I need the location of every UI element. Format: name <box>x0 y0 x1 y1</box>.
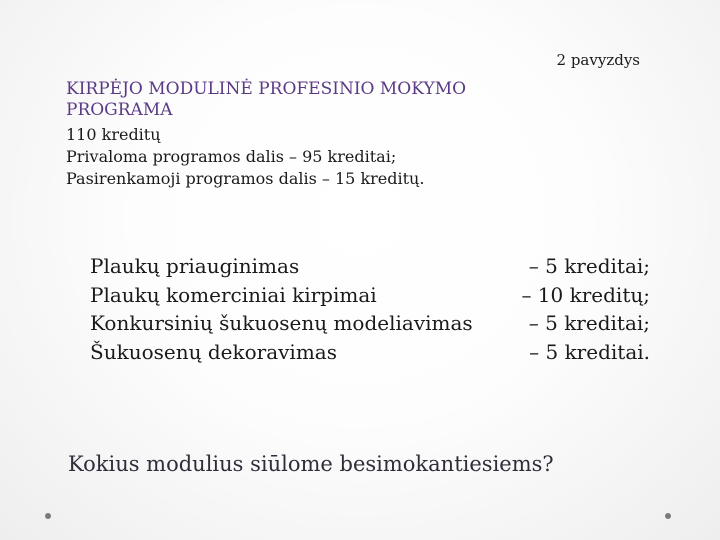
module-name: Plaukų komerciniai kirpimai <box>90 282 377 307</box>
module-item <box>90 338 650 367</box>
module-credits: – 5 kreditai; <box>528 254 650 278</box>
module-credits: – 5 kreditai. <box>529 339 650 364</box>
module-item <box>90 252 650 281</box>
module-credits: – 5 kreditai; <box>528 311 650 335</box>
module-credits: – 10 kreditų; <box>521 282 650 307</box>
module-item <box>90 281 650 310</box>
module-name: Plaukų priauginimas <box>90 254 300 278</box>
bottom-right-dot-icon <box>665 513 671 519</box>
question-text: Kokius modulius siūlome besimokantiesiems? <box>68 452 554 476</box>
info-optional-part: Pasirenkamoji programos dalis – 15 kreditų. <box>66 169 425 188</box>
program-info <box>66 124 424 190</box>
slide-title: KIRPĖJO MODULINĖ PROFESINIO MOKYMO PROGRAMA <box>66 79 467 120</box>
module-name: Konkursinių šukuosenų modeliavimas <box>90 311 473 335</box>
module-list <box>90 252 650 366</box>
info-total-credits: 110 kreditų <box>66 125 161 144</box>
example-label: 2 pavyzdys <box>556 51 640 69</box>
module-item <box>90 309 650 338</box>
module-name: Šukuosenų dekoravimas <box>90 339 337 364</box>
info-mandatory-part: Privaloma programos dalis – 95 kreditai; <box>66 147 397 166</box>
bottom-left-dot-icon <box>45 513 51 519</box>
